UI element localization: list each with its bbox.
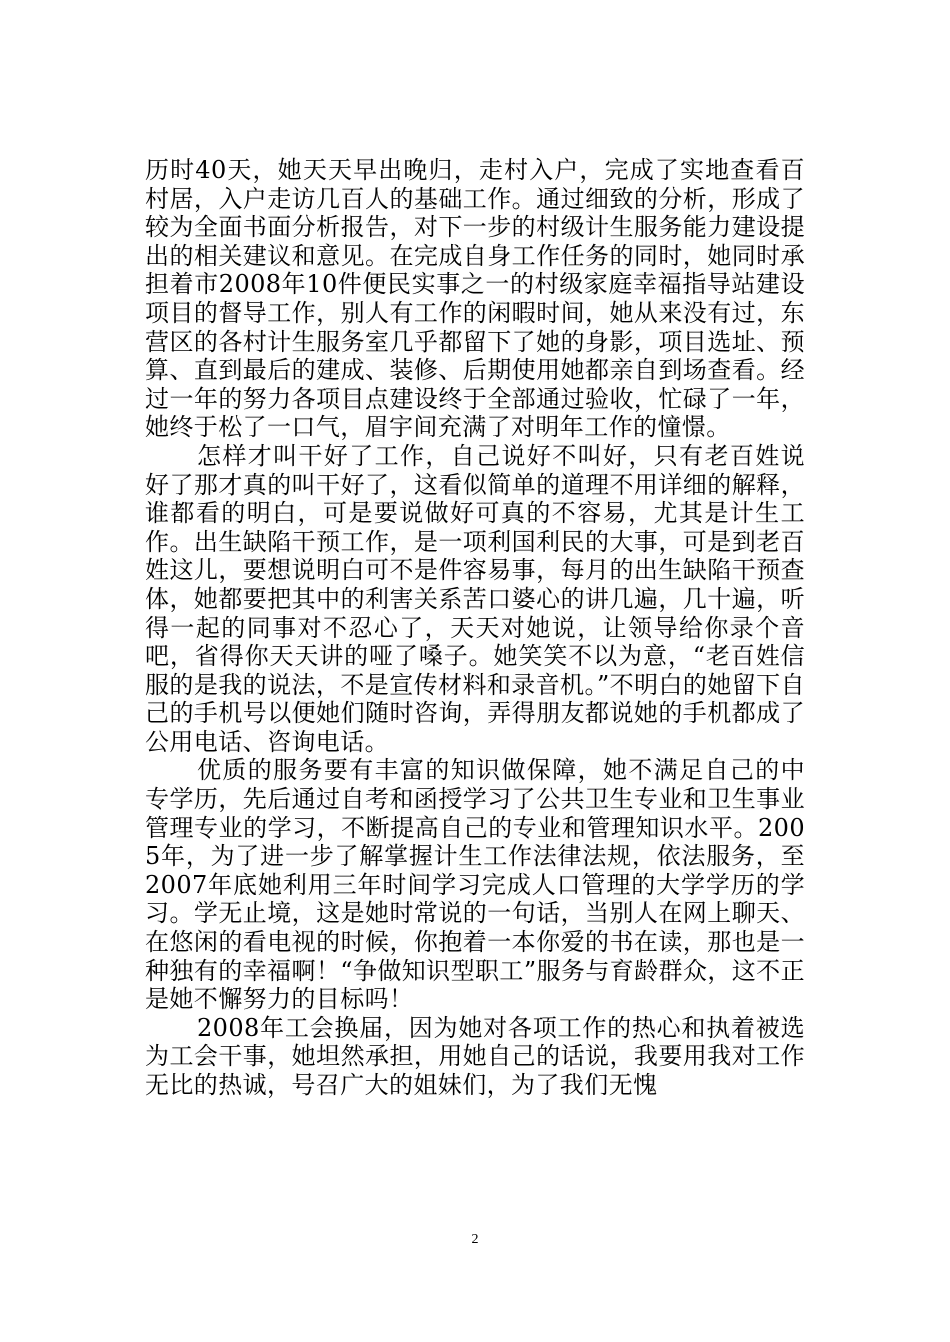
paragraph-union: 2008年工会换届，因为她对各项工作的热心和执着被选为工会干事，她坦然承担，用她自己的话说，我要用我对工作无比的热诚，号召广大的姐妹们，为了我们无愧 xyxy=(145,1013,805,1099)
paragraph-knowledge: 优质的服务要有丰富的知识做保障，她不满足自己的中专学历，先后通过自考和函授学习了公共卫生专业和卫生事业管理专业的学习，不断提高自己的专业和管理知识水平。2005年，为了进一步了解掌握计生工作法律法规，依法服务，至2007年底她利用三年时间学习完成人口管理的大学学历的学习。学无止境，这是她时常说的一句话，当别人在网上聊天、在悠闲的看电视的时候，你抱着一本你爱的书在读，那也是一种独有的幸福啊！“争做知识型职工”服务与育龄群众，这不正是她不懈努力的目标吗！ xyxy=(145,756,805,1014)
paragraph-good-work: 怎样才叫干好了工作，自己说好不叫好，只有老百姓说好了那才真的叫干好了，这看似简单的道理不用详细的解释，谁都看的明白，可是要说做好可真的不容易，尤其是计生工作。出生缺陷干预工作，是一项利国利民的大事，可是到老百姓这儿，要想说明白可不是件容易事，每月的出生缺陷干预查体，她都要把其中的利害关系苦口婆心的讲几遍，几十遍，听得一起的同事对不忍心了，天天对她说，让领导给你录个音吧，省得你天天讲的哑了嗓子。她笑笑不以为意，“老百姓信服的是我的说法，不是宣传材料和录音机。”不明白的她留下自己的手机号以便她们随时咨询，弄得朋友都说她的手机都成了公用电话、咨询电话。 xyxy=(145,441,805,756)
page-number: 2 xyxy=(471,1232,479,1247)
body-text xyxy=(145,156,805,1100)
paragraph-continuation: 历时40天，她天天早出晚归，走村入户，完成了实地查看百村居，入户走访几百人的基础工作。通过细致的分析，形成了较为全面书面分析报告，对下一步的村级计生服务能力建设提出的相关建议和意见。在完成自身工作任务的同时，她同时承担着市2008年10件便民实事之一的村级家庭幸福指导站建设项目的督导工作，别人有工作的闲暇时间，她从来没有过，东营区的各村计生服务室几乎都留下了她的身影，项目选址、预算、直到最后的建成、装修、后期使用她都亲自到场查看。经过一年的努力各项目点建设终于全部通过验收，忙碌了一年，她终于松了一口气，眉宇间充满了对明年工作的憧憬。 xyxy=(145,156,805,442)
